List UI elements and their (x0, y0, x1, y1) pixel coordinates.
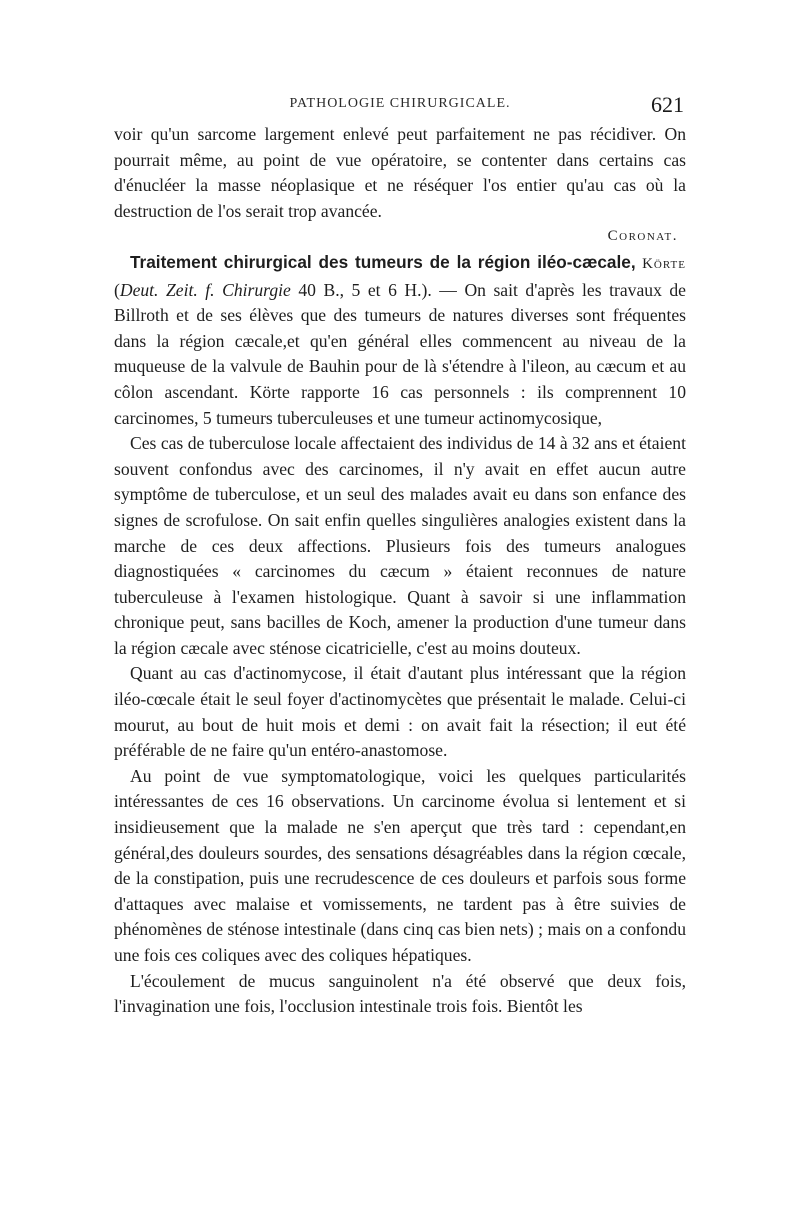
article-author: Körte (642, 255, 686, 272)
page (114, 92, 686, 1020)
running-head (114, 92, 686, 122)
article-intro-text: On sait d'après les travaux de Billroth et de ses élèves que des tumeurs de natures diverses sont fréquentes dans la région cæcale,et qu'en général elles commencent au niveau de la muqueuse de la valvule de Bauhin pour de là s'étendre à l'ileon, au cæcum et au côlon ascendant. Körte rapporte 16 cas personnels : ils comprennent 10 carcinomes, 5 tumeurs tuberculeuses et une tumeur actinomycosique, (114, 279, 686, 428)
body-paragraph: Quant au cas d'actinomycose, il était d'autant plus intéressant que la région iléo-cœcale était le seul foyer d'actinomycètes que présentait le malade. Celui-ci mourut, au bout de huit mois et demi : on avait fait la résection; il eut été préférable de ne faire qu'un entéro-anastomose. (114, 663, 686, 761)
body-paragraph: Ces cas de tuberculose locale affectaient des individus de 14 à 32 ans et étaient souvent confondus avec des carcinomes, il n'y avait en effet aucun autre symptôme de tuberculose, et un seul des malades avait eu dans son enfance des signes de scrofulose. On sait enfin quelles singulières analogies existent dans la marche de ces deux affections. Plusieurs fois des tumeurs analogues diagnostiquées « carcinomes du cæcum » étaient reconnues de nature tuberculeuse à l'examen histologique. Quant à savoir si une inflammation chronique peut, sans bacilles de Koch, amener la production d'une tumeur dans la région cæcale avec sténose cicatricielle, c'est au moins douteux. (114, 433, 686, 658)
running-title: PATHOLOGIE CHIRURGICALE. (289, 96, 511, 111)
article-title: Traitement chirurgical des tumeurs de la région iléo-cæcale, (130, 251, 636, 272)
body-paragraph: L'écoulement de mucus sanguinolent n'a été observé que deux fois, l'invagination une fois, l'occlusion intestinale trois fois. Bientôt les (114, 970, 686, 1017)
article-source-journal: Deut. Zeit. f. Chirurgie (119, 279, 291, 300)
source-open: ( (114, 279, 120, 300)
article-source-rest: 40 B., 5 et 6 H.). — (298, 279, 457, 300)
page-number: 621 (651, 92, 684, 117)
body-paragraph: Au point de vue symptomatologique, voici les quelques particularités intéressantes de ces 16 observations. Un carcinome évolua si lentement et si insidieusement que la malade ne s'en aperçut que très tard : cependant,en général,des douleurs sourdes, des sensations désagréables dans la région cœcale, de la constipation, puis une recrudescence de ces douleurs et parfois sous forme d'attaques avec malaise et vomissements, ne tardent pas à être suivies de phénomènes de sténose intestinale (dans cinq cas bien nets) ; mais on a confondu une fois ces coliques avec des coliques hépatiques. (114, 765, 686, 965)
article-intro-paragraph (114, 250, 686, 431)
signature: Coronat. (607, 228, 678, 245)
body-text (114, 122, 686, 1020)
continuation-paragraph: voir qu'un sarcome largement enlevé peut parfaitement ne pas récidiver. On pourrait même, au point de vue opératoire, se contenter dans certains cas d'énucléer la masse néoplasique et ne réséquer l'os entier qu'au cas où la destruction de l'os serait trop avancée. (114, 124, 686, 221)
